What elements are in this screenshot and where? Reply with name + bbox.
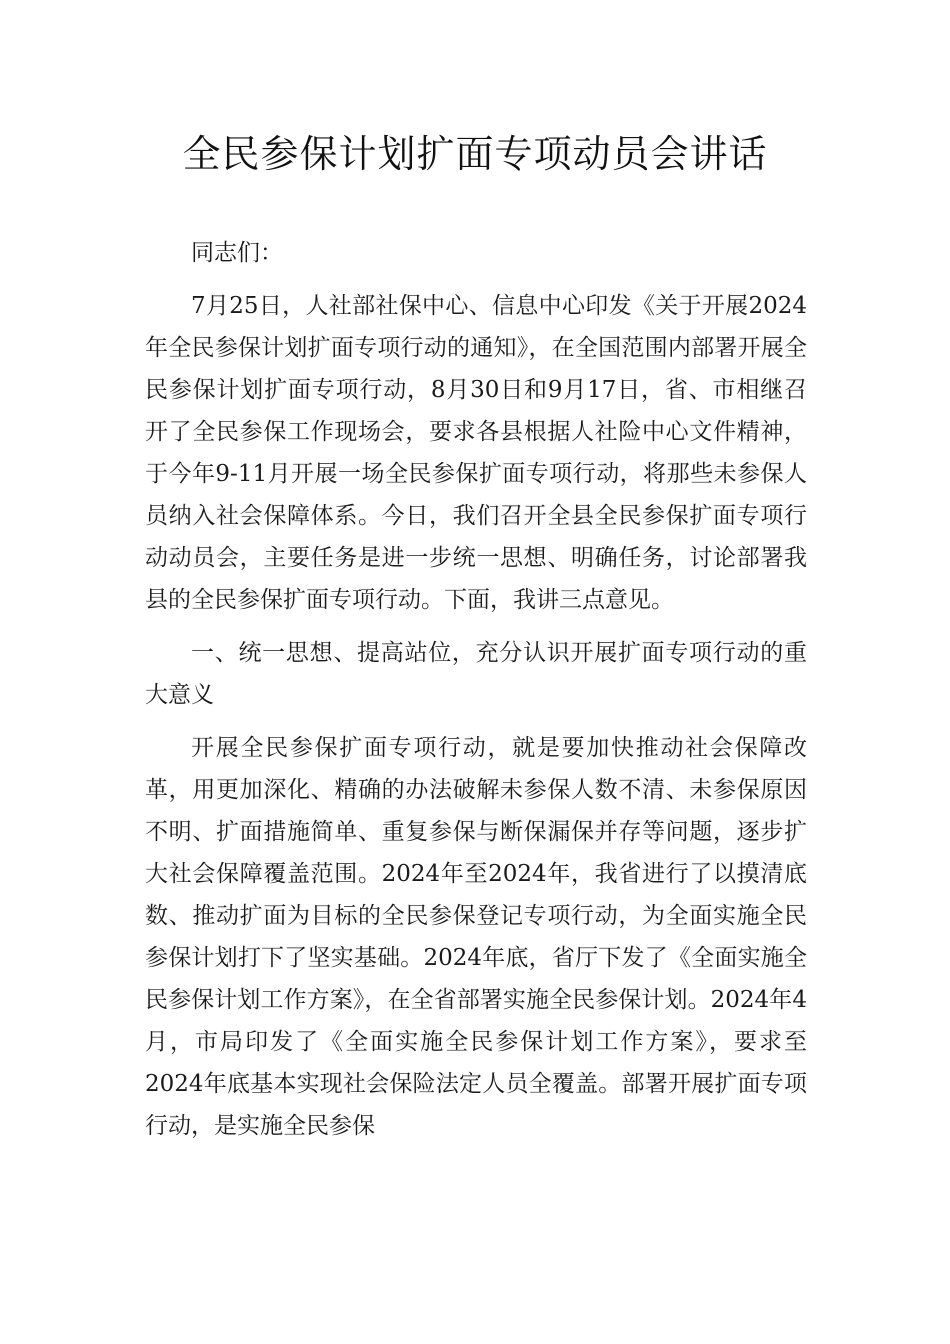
salutation: 同志们： [191,240,283,266]
paragraph-intro: 7月25日，人社部社保中心、信息中心印发《关于开展2024年全民参保计划扩面专项行动的通知》，在全国范围内部署开展全民参保计划扩面专项行动，8月30日和9月17日，省、市相继召开了全民参保工作现场会，要求各县根据人社险中心文件精神，于今年9-11月开展一场全民参保扩面专项行动，将那些未参保人员纳入社会保障体系。今日，我们召开全县全民参保扩面专项行动动员会，主要任务是进一步统一思想、明确任务，讨论部署我县的全民参保扩面专项行动。下面，我讲三点意见。 [145,293,807,613]
paragraph-section-1: 开展全民参保扩面专项行动，就是要加快推动社会保障改革，用更加深化、精确的办法破解未参保人数不清、未参保原因不明、扩面措施简单、重复参保与断保漏保并存等问题，逐步扩大社会保障覆盖范围。2024年至2024年，我省进行了以摸清底数、推动扩面为目标的全民参保登记专项行动，为全面实施全民参保计划打下了坚实基础。2024年底，省厅下发了《全面实施全民参保计划工作方案》，在全省部署实施全民参保计划。2024年4月，市局印发了《全面实施全民参保计划工作方案》，要求至2024年底基本实现社会保险法定人员全覆盖。部署开展扩面专项行动，是实施全民参保 [145,735,807,1139]
section-heading-1: 一、统一思想、提高站位，充分认识开展扩面专项行动的重大意义 [145,640,807,708]
document-body [145,232,807,1147]
document-title: 全民参保计划扩面专项动员会讲话 [182,132,768,176]
